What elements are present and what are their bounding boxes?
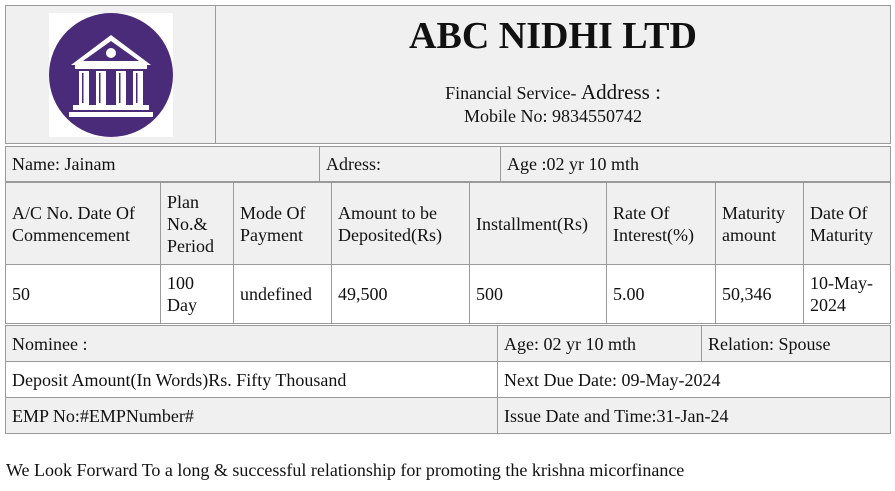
table-cell: 500 xyxy=(470,265,607,324)
column-header: Maturity amount xyxy=(716,183,804,265)
address-label: Address : xyxy=(581,80,661,104)
customer-address: Adress: xyxy=(320,147,501,182)
next-due-date: Next Due Date: 09-May-2024 xyxy=(498,362,891,398)
footer-message: We Look Forward To a long & successful relationship for promoting the krishna micorfinance xyxy=(6,460,685,480)
column-header: Plan No.& Period xyxy=(161,183,234,265)
table-cell: 5.00 xyxy=(607,265,716,324)
logo-cell xyxy=(6,6,216,144)
column-header: Date Of Maturity xyxy=(804,183,891,265)
nominee-relation: Relation: Spouse xyxy=(702,326,891,362)
service-address-line xyxy=(216,82,890,103)
deposit-amount-words: Deposit Amount(In Words)Rs. Fifty Thousand xyxy=(6,362,498,398)
deposit-row xyxy=(6,362,891,398)
column-header: Mode Of Payment xyxy=(234,183,332,265)
receipt-header xyxy=(5,5,891,144)
bank-building-icon xyxy=(49,13,173,137)
title-cell xyxy=(216,6,891,144)
emp-row xyxy=(6,398,891,434)
nominee-section xyxy=(5,325,891,434)
column-header: Rate Of Interest(%) xyxy=(607,183,716,265)
mobile-number: Mobile No: 9834550742 xyxy=(464,106,642,126)
emp-number: EMP No:#EMPNumber# xyxy=(6,398,498,434)
issue-date: Issue Date and Time:31-Jan-24 xyxy=(498,398,891,434)
nominee-age: Age: 02 yr 10 mth xyxy=(498,326,702,362)
column-header: Installment(Rs) xyxy=(470,183,607,265)
table-cell: undefined xyxy=(234,265,332,324)
customer-age: Age :02 yr 10 mth xyxy=(501,147,891,182)
nominee-row xyxy=(6,326,891,362)
customer-name: Name: Jainam xyxy=(6,147,320,182)
table-cell: 50,346 xyxy=(716,265,804,324)
column-header: A/C No. Date Of Commencement xyxy=(6,183,161,265)
logo xyxy=(49,13,173,137)
account-table xyxy=(5,182,891,324)
table-cell: 50 xyxy=(6,265,161,324)
table-row xyxy=(6,265,891,324)
company-name: ABC NIDHI LTD xyxy=(409,15,697,57)
column-header: Amount to be Deposited(Rs) xyxy=(332,183,470,265)
customer-info xyxy=(5,146,891,182)
nominee-label: Nominee : xyxy=(6,326,498,362)
table-cell: 49,500 xyxy=(332,265,470,324)
service-label: Financial Service- xyxy=(445,83,577,103)
table-cell: 100 Day xyxy=(161,265,234,324)
table-cell: 10-May-2024 xyxy=(804,265,891,324)
table-header-row xyxy=(6,183,891,265)
